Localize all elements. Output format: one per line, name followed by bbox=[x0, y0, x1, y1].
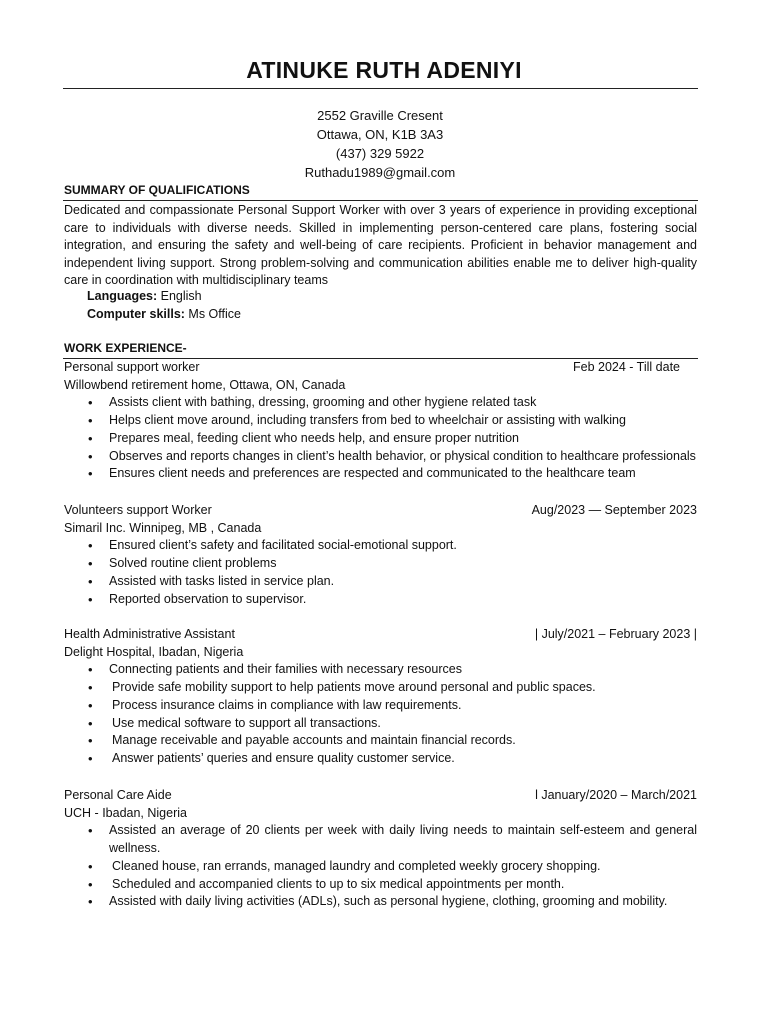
job-entry bbox=[64, 787, 697, 911]
duty-item: • Answer patients’ queries and ensure quality customer service. bbox=[64, 750, 697, 768]
duty-item: • Assisted with tasks listed in service plan. bbox=[64, 573, 697, 591]
duty-item: • Provide safe mobility support to help patients move around personal and public spaces. bbox=[64, 679, 697, 697]
job-date: l January/2020 – March/2021 bbox=[535, 788, 697, 802]
job-date: Feb 2024 - Till date bbox=[572, 360, 680, 374]
job-organization: Willowbend retirement home, Ottawa, ON, Canada bbox=[64, 377, 346, 392]
contact-city: Ottawa, ON, K1B 3A3 bbox=[316, 127, 444, 142]
duty-item: • Ensured client’s safety and facilitated social-emotional support. bbox=[64, 537, 697, 555]
duty-item: • Cleaned house, ran errands, managed laundry and completed weekly grocery shopping. bbox=[64, 858, 697, 876]
duty-item: • Assisted an average of 20 clients per week with daily living needs to maintain self-esteem and general wellness. bbox=[64, 822, 697, 858]
computer-skills-label: Computer skills: bbox=[87, 307, 185, 321]
job-date: | July/2021 – February 2023 | bbox=[534, 627, 697, 641]
job-entry bbox=[64, 626, 697, 768]
computer-skills-line bbox=[87, 306, 241, 323]
work-experience-heading: WORK EXPERIENCE- bbox=[64, 341, 187, 355]
duty-item: • Assists client with bathing, dressing, grooming and other hygiene related task bbox=[64, 394, 697, 412]
job-role: Personal support worker bbox=[64, 360, 200, 374]
job-organization: UCH - Ibadan, Nigeria bbox=[64, 805, 187, 820]
contact-address: 2552 Graville Cresent bbox=[317, 108, 443, 123]
job-header bbox=[64, 626, 697, 644]
languages-value: English bbox=[157, 289, 202, 303]
job-organization: Simaril Inc. Winnipeg, MB , Canada bbox=[64, 520, 262, 535]
computer-skills-value: Ms Office bbox=[184, 307, 241, 321]
duty-item: • Helps client move around, including transfers from bed to wheelchair or assisting with walking bbox=[64, 412, 697, 430]
duty-item: • Scheduled and accompanied clients to up to six medical appointments per month. bbox=[64, 876, 697, 894]
duty-item: • Use medical software to support all transactions. bbox=[64, 715, 697, 733]
job-header bbox=[64, 787, 697, 805]
contact-phone: (437) 329 5922 bbox=[335, 146, 425, 161]
job-header bbox=[64, 359, 697, 377]
duty-item: • Manage receivable and payable accounts and maintain financial records. bbox=[64, 732, 697, 750]
duty-item: • Assisted with daily living activities (ADLs), such as personal hygiene, clothing, grooming and mobility. bbox=[64, 893, 697, 911]
duty-item: • Connecting patients and their families with necessary resources bbox=[64, 661, 697, 679]
duty-item: • Ensures client needs and preferences are respected and communicated to the healthcare team bbox=[64, 465, 697, 483]
job-duties bbox=[64, 537, 697, 608]
job-date: Aug/2023 — September 2023 bbox=[531, 503, 697, 517]
summary-heading: SUMMARY OF QUALIFICATIONS bbox=[64, 183, 250, 197]
duty-item: • Observes and reports changes in client’s health behavior, or physical condition to healthcare professionals bbox=[64, 448, 697, 466]
languages-label: Languages: bbox=[87, 289, 158, 303]
job-entry bbox=[64, 502, 697, 608]
duty-item: • Prepares meal, feeding client who needs help, and ensure proper nutrition bbox=[64, 430, 697, 448]
summary-text: Dedicated and compassionate Personal Support Worker with over 3 years of experience in providing exceptional care to individuals with diverse needs. Skilled in implementing person-centered care plans, fostering social integration, and ensuring the safety and well-being of care recipients. Proficient in behavior management and independent living support. Strong problem-solving and communication abilities enable me to deliver high-quality care in coordination with multidisciplinary teams bbox=[64, 203, 697, 288]
summary-divider bbox=[63, 200, 698, 201]
job-organization: Delight Hospital, Ibadan, Nigeria bbox=[64, 644, 244, 659]
duty-item: • Process insurance claims in compliance with law requirements. bbox=[64, 697, 697, 715]
job-role: Health Administrative Assistant bbox=[64, 627, 235, 641]
job-role: Volunteers support Worker bbox=[64, 503, 212, 517]
job-duties bbox=[64, 394, 697, 483]
job-header bbox=[64, 502, 697, 520]
job-role: Personal Care Aide bbox=[64, 788, 172, 802]
duty-item: • Reported observation to supervisor. bbox=[64, 591, 697, 609]
job-duties bbox=[64, 822, 697, 911]
languages-line bbox=[87, 288, 202, 305]
job-entry bbox=[64, 359, 697, 483]
candidate-name: ATINUKE RUTH ADENIYI bbox=[246, 57, 522, 83]
duty-item: • Solved routine client problems bbox=[64, 555, 697, 573]
header-divider bbox=[63, 88, 698, 89]
contact-email: Ruthadu1989@gmail.com bbox=[304, 165, 456, 180]
job-duties bbox=[64, 661, 697, 768]
contact-block bbox=[0, 106, 760, 182]
